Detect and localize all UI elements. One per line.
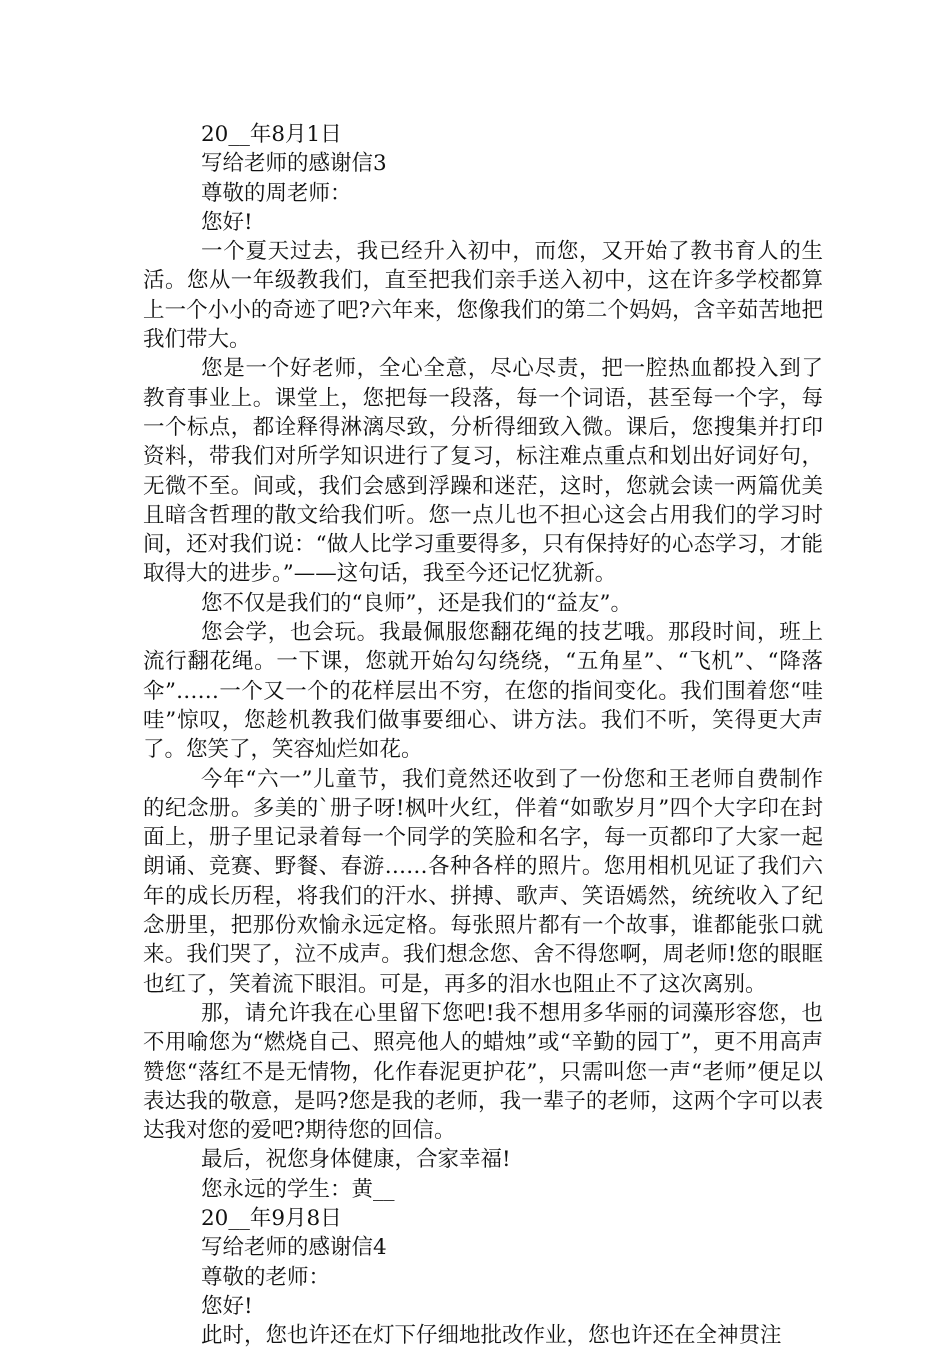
- salutation: 尊敬的周老师：: [201, 180, 352, 206]
- date-line-2: 20__年9月8日: [201, 1205, 342, 1231]
- paragraph-7: 此时，您也许还在灯下仔细地批改作业，您也许还在全神贯注: [201, 1323, 782, 1349]
- letter-title-2: 写给老师的感谢信4: [201, 1235, 387, 1261]
- date-line: 20__年8月1日: [201, 122, 342, 147]
- paragraph-2: 您是一个好老师，全心全意，尽心尽责，把一腔热血都投入到了教育事业上。课堂上，您把每一段落，每一个词语，甚至每一个字，每一个标点，都诠释得淋漓尽致，分析得细致入微。课后，您搜集并打印资料，带我们对所学知识进行了复习，标注难点重点和划出好词好句，无微不至。间或，我们会感到浮躁和迷茫，这时，您就会读一两篇优美且暗含哲理的散文给我们听。您一点儿也不担心这会占用我们的学习时间，还对我们说：“做人比学习重要得多，只有保持好的心态学习，才能取得大的进步。”——这句话，我至今还记忆犹新。: [143, 356, 823, 587]
- letter-body: [143, 120, 823, 1350]
- paragraph-5: 今年“六一”儿童节，我们竟然还收到了一份您和王老师自费制作的纪念册。多美的`册子呀!枫叶火红，伴着“如歌岁月”四个大字印在封面上，册子里记录着每一个同学的笑脸和名字，每一页都印了大家一起朗诵、竞赛、野餐、春游……各种各样的照片。您用相机见证了我们六年的成长历程，将我们的汗水、拼搏、歌声、笑语嫣然，统统收入了纪念册里，把那份欢愉永远定格。每张照片都有一个故事，谁都能张口就来。我们哭了，泣不成声。我们想念您、舍不得您啊，周老师!您的眼眶也红了，笑着流下眼泪。可是，再多的泪水也阻止不了这次离别。: [143, 766, 823, 997]
- paragraph-1: 一个夏天过去，我已经升入初中，而您，又开始了教书育人的生活。您从一年级教我们，直至把我们亲手送入初中，这在许多学校都算上一个小小的奇迹了吧?六年来，您像我们的第二个妈妈，含辛茹苦地把我们带大。: [143, 239, 823, 353]
- paragraph-6: 那，请允许我在心里留下您吧!我不想用多华丽的词藻形容您，也不用喻您为“燃烧自己、照亮他人的蜡烛”或“辛勤的园丁”，更不用高声赞您“落红不是无情物，化作春泥更护花”，只需叫您一声“老师”便足以表达我的敬意，是吗?您是我的老师，我一辈子的老师，这两个字可以表达我对您的爱吧?期待您的回信。: [143, 1000, 823, 1144]
- greeting-2: 您好!: [201, 1293, 253, 1319]
- closing-wish: 最后，祝您身体健康，合家幸福!: [201, 1147, 511, 1173]
- signature: 您永远的学生：黄__: [201, 1176, 395, 1202]
- paragraph-3: 您不仅是我们的“良师”，还是我们的“益友”。: [201, 590, 632, 616]
- greeting: 您好!: [201, 209, 253, 235]
- salutation-2: 尊敬的老师：: [201, 1264, 331, 1290]
- paragraph-4: 您会学，也会玩。我最佩服您翻花绳的技艺哦。那段时间，班上流行翻花绳。一下课，您就开始勾勾绕绕，“五角星”、“飞机”、“降落伞”……一个又一个的花样层出不穷，在您的指间变化。我们围着您“哇哇”惊叹，您趁机教我们做事要细心、讲方法。我们不听，笑得更大声了。您笑了，笑容灿烂如花。: [143, 620, 823, 763]
- letter-title: 写给老师的感谢信3: [201, 151, 387, 177]
